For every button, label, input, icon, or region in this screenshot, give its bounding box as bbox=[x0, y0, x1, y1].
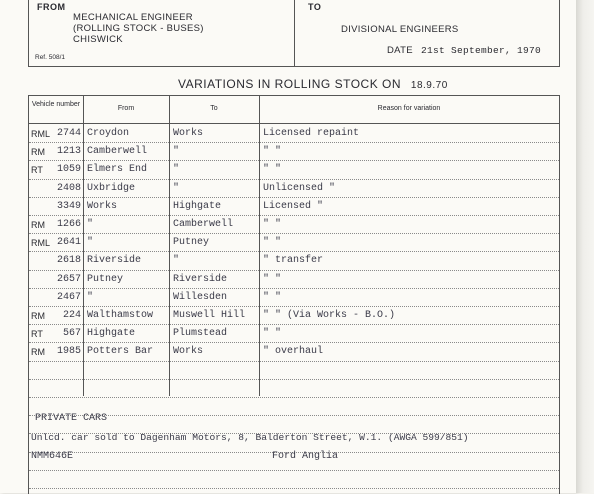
reason: " " bbox=[263, 273, 282, 285]
ruled-line bbox=[29, 288, 559, 289]
ruled-line bbox=[29, 160, 559, 161]
from-garage: Elmers End bbox=[87, 164, 148, 176]
vehicle-number: 2618 bbox=[56, 255, 81, 267]
title-date: 18.9.70 bbox=[410, 80, 448, 91]
ruled-line bbox=[29, 488, 559, 489]
to-garage: Muswell Hill bbox=[173, 310, 246, 321]
vehicle-type: RML bbox=[31, 129, 51, 139]
from-garage: Uxbridge bbox=[87, 182, 136, 194]
ruled-line bbox=[29, 251, 559, 252]
ruled-line bbox=[29, 306, 559, 307]
header-divider bbox=[294, 0, 295, 66]
private-cars-model: Ford Anglia bbox=[272, 451, 339, 462]
ruled-line bbox=[29, 415, 559, 416]
column-header-from: From bbox=[117, 105, 135, 112]
to-garage: " bbox=[173, 164, 180, 176]
vehicle-number: 2641 bbox=[56, 237, 81, 249]
reason: " " bbox=[263, 237, 282, 249]
to-garage: " bbox=[173, 255, 180, 267]
to-garage: Works bbox=[173, 346, 204, 358]
vehicle-number: 2467 bbox=[56, 291, 81, 303]
ruled-line bbox=[29, 179, 559, 180]
column-header-vehicle: Vehicle number bbox=[31, 101, 81, 108]
vehicle-type: RT bbox=[31, 165, 43, 176]
ruled-line bbox=[29, 197, 559, 198]
vehicle-number: 2744 bbox=[56, 128, 81, 139]
vehicle-number: 1266 bbox=[56, 219, 81, 230]
from-line-1: MECHANICAL ENGINEER bbox=[73, 12, 193, 23]
private-cars-registration: NMM646E bbox=[31, 451, 74, 462]
ruled-line bbox=[29, 142, 559, 143]
ruled-line bbox=[29, 379, 559, 380]
title-text: VARIATIONS IN ROLLING STOCK ON bbox=[178, 77, 402, 91]
ruled-line bbox=[29, 233, 559, 234]
reason: " " bbox=[263, 219, 282, 230]
reason: Unlicensed " bbox=[263, 182, 336, 194]
vehicle-type: RM bbox=[31, 311, 45, 321]
to-garage: " bbox=[173, 146, 180, 158]
from-line-3: CHISWICK bbox=[73, 34, 123, 45]
vehicle-type: RM bbox=[31, 347, 45, 358]
from-garage: " bbox=[87, 237, 94, 249]
date-label: DATE bbox=[387, 45, 413, 56]
rolling-stock-table bbox=[28, 95, 560, 494]
vehicle-number: 2408 bbox=[56, 182, 81, 194]
vehicle-type: RT bbox=[31, 329, 43, 340]
to-garage: " bbox=[173, 182, 180, 194]
to-garage: Riverside bbox=[173, 273, 228, 285]
ruled-line bbox=[29, 470, 559, 471]
vehicle-number: 2657 bbox=[56, 273, 81, 285]
ruled-line bbox=[29, 270, 559, 271]
from-line-2: (ROLLING STOCK - BUSES) bbox=[73, 23, 204, 34]
from-garage: Highgate bbox=[87, 328, 136, 340]
to-garage: Works bbox=[173, 128, 204, 139]
from-garage: Potters Bar bbox=[87, 346, 154, 358]
to-garage: Putney bbox=[173, 237, 210, 249]
vehicle-number: 1059 bbox=[56, 164, 81, 176]
column-header-to: To bbox=[210, 105, 218, 112]
from-garage: " bbox=[87, 291, 94, 303]
from-garage: " bbox=[87, 219, 94, 230]
vehicle-type: RML bbox=[31, 238, 51, 249]
reason: Licensed " bbox=[263, 200, 324, 212]
vehicle-number: 1213 bbox=[56, 146, 81, 158]
vehicle-number: 224 bbox=[62, 310, 81, 321]
to-garage: Camberwell bbox=[173, 219, 234, 230]
reason: " " bbox=[263, 146, 282, 158]
vehicle-type: RM bbox=[31, 147, 45, 158]
vehicle-number: 3349 bbox=[56, 200, 81, 212]
document-title bbox=[178, 77, 448, 91]
from-garage: Riverside bbox=[87, 255, 142, 267]
reason: " " bbox=[263, 328, 282, 340]
reason: " " bbox=[263, 291, 282, 303]
from-garage: Croydon bbox=[87, 128, 130, 139]
vehicle-number: 567 bbox=[62, 328, 81, 340]
reason: " transfer bbox=[263, 255, 324, 267]
vehicle-type: RM bbox=[31, 220, 45, 230]
from-garage: Putney bbox=[87, 273, 124, 285]
from-label: FROM bbox=[37, 2, 66, 12]
from-garage: Walthamstow bbox=[87, 310, 154, 321]
reason: " " bbox=[263, 164, 282, 176]
reason: Licensed repaint bbox=[263, 128, 360, 139]
ruled-line bbox=[29, 397, 559, 398]
reason: " overhaul bbox=[263, 346, 324, 358]
date-value: 21st September, 1970 bbox=[421, 45, 542, 56]
to-garage: Highgate bbox=[173, 200, 222, 212]
ruled-line bbox=[29, 215, 559, 216]
header-box bbox=[28, 0, 560, 67]
to-garage: Willesden bbox=[173, 291, 228, 303]
page-edge bbox=[576, 0, 594, 493]
ruled-line bbox=[29, 342, 559, 343]
reference: Ref. 508/1 bbox=[35, 54, 65, 61]
to-label: TO bbox=[308, 2, 322, 12]
from-garage: Camberwell bbox=[87, 146, 148, 158]
vehicle-number: 1985 bbox=[56, 346, 81, 358]
reason: " " (Via Works - B.O.) bbox=[263, 310, 396, 321]
ruled-line bbox=[29, 324, 559, 325]
private-cars-line: Unlcd. car sold to Dagenham Motors, 8, Balderton Street, W.1. (AWGA 599/851) bbox=[31, 432, 469, 443]
to-value: DIVISIONAL ENGINEERS bbox=[341, 24, 459, 35]
ruled-line bbox=[29, 361, 559, 362]
column-header-reason: Reason for variation bbox=[377, 105, 441, 112]
to-garage: Plumstead bbox=[173, 328, 228, 340]
from-garage: Works bbox=[87, 200, 118, 212]
private-cars-heading: PRIVATE CARS bbox=[35, 413, 108, 424]
